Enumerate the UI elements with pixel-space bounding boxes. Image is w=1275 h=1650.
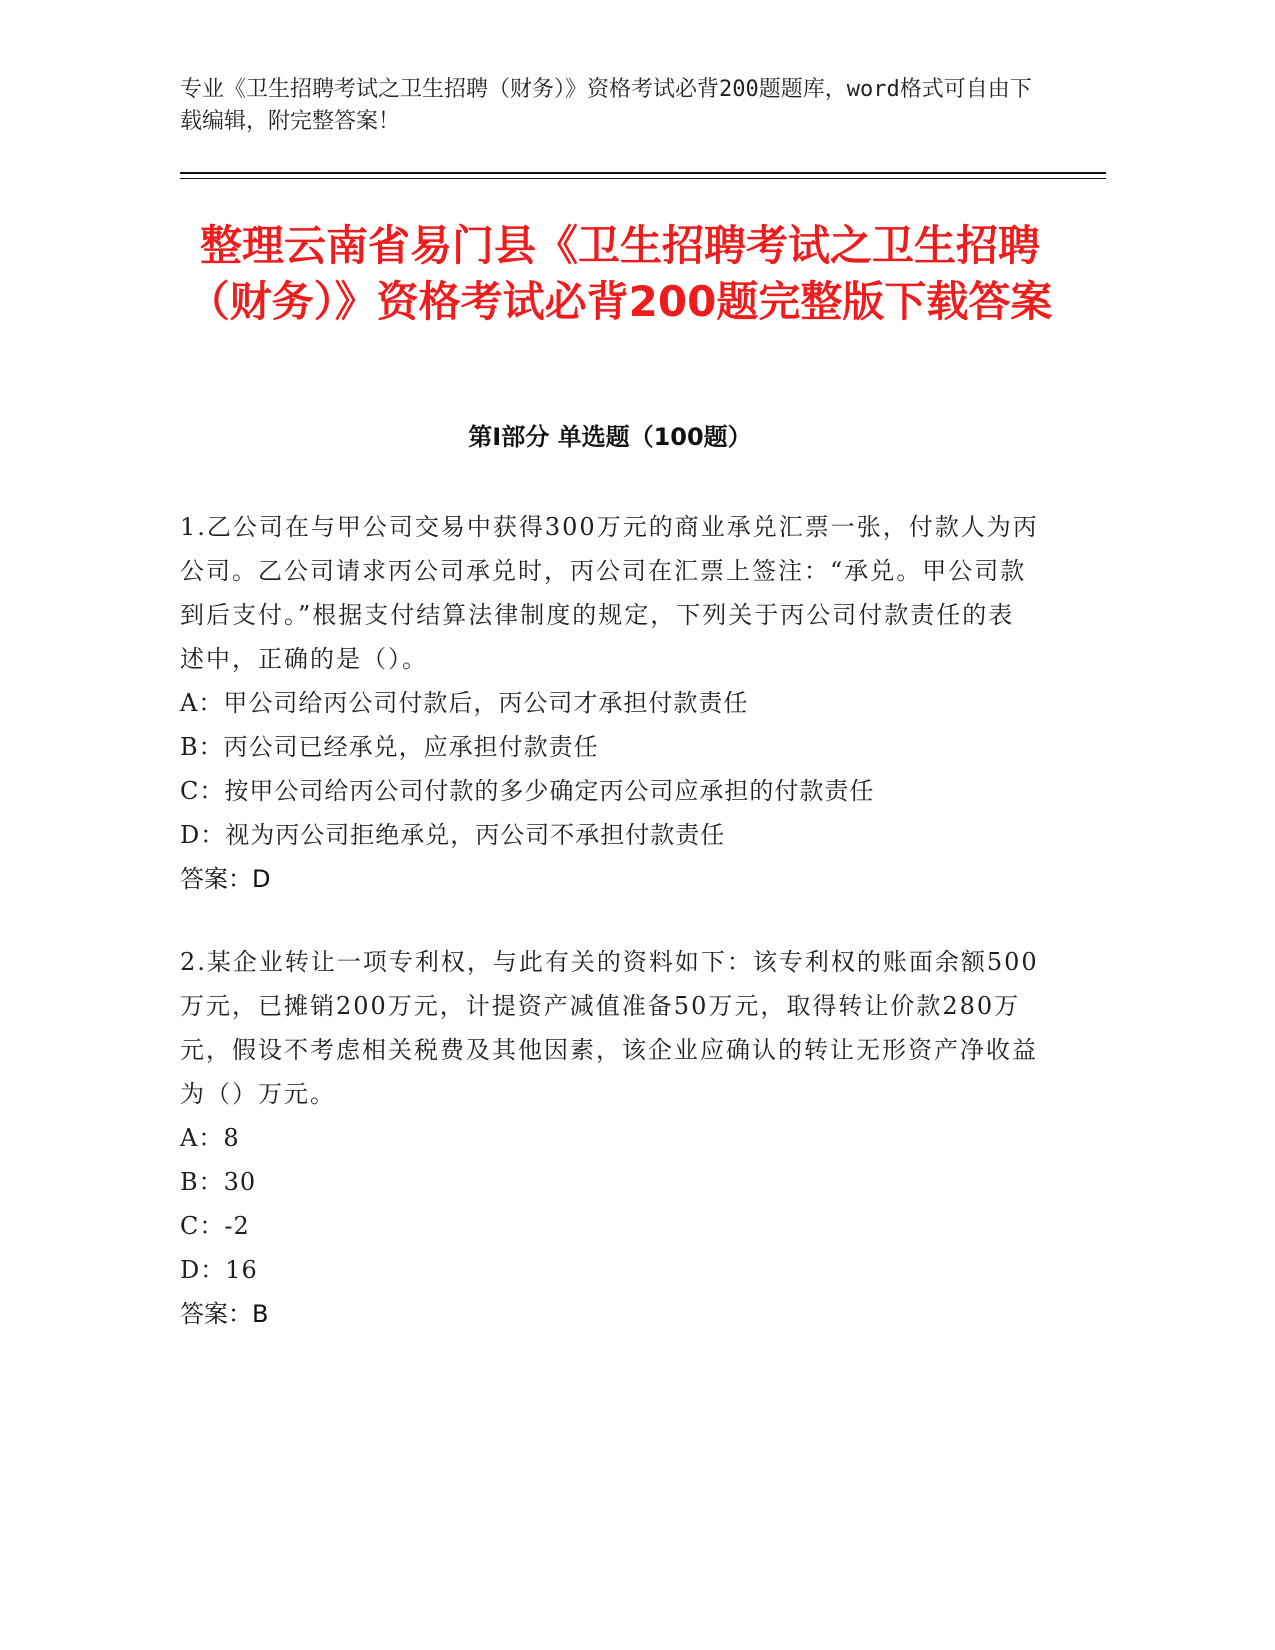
question-2 <box>180 940 1040 1336</box>
section-title: 第Ⅰ部分 单选题（100题） <box>468 423 752 451</box>
answer: 答案：B <box>180 1300 269 1328</box>
option-a: A：甲公司给丙公司付款后，丙公司才承担付款责任 <box>180 689 749 717</box>
option-d: D：视为丙公司拒绝承兑，丙公司不承担付款责任 <box>180 821 726 849</box>
question-text: 2.某企业转让一项专利权，与此有关的资料如下：该专利权的账面余额500万元，已摊销200万元，计提资产减值准备50万元，取得转让价款280万元，假设不考虑相关税费及其他因素，该企业应确认的转让无形资产净收益为（）万元。 <box>180 948 1039 1108</box>
document-title: 整理云南省易门县《卫生招聘考试之卫生招聘（财务）》资格考试必背200题完整版下载答案 <box>187 221 1053 326</box>
question-1 <box>180 505 1040 901</box>
question-text: 1.乙公司在与甲公司交易中获得300万元的商业承兑汇票一张，付款人为丙公司。乙公司请求丙公司承兑时，丙公司在汇票上签注：“承兑。甲公司款到后支付。”根据支付结算法律制度的规定，下列关于丙公司付款责任的表述中，正确的是（）。 <box>180 513 1039 673</box>
option-a: A：8 <box>180 1124 240 1152</box>
option-b: B：30 <box>180 1168 257 1196</box>
header-note: 专业《卫生招聘考试之卫生招聘（财务）》资格考试必背200题题库，word格式可自由下载编辑，附完整答案！ <box>180 77 1032 134</box>
answer: 答案：D <box>180 865 271 893</box>
header-rule-thick <box>180 172 1106 174</box>
option-c: C：按甲公司给丙公司付款的多少确定丙公司应承担的付款责任 <box>180 777 875 805</box>
option-d: D：16 <box>180 1256 258 1284</box>
option-c: C：-2 <box>180 1212 250 1240</box>
option-b: B：丙公司已经承兑，应承担付款责任 <box>180 733 599 761</box>
header-rule-thin <box>180 178 1106 179</box>
